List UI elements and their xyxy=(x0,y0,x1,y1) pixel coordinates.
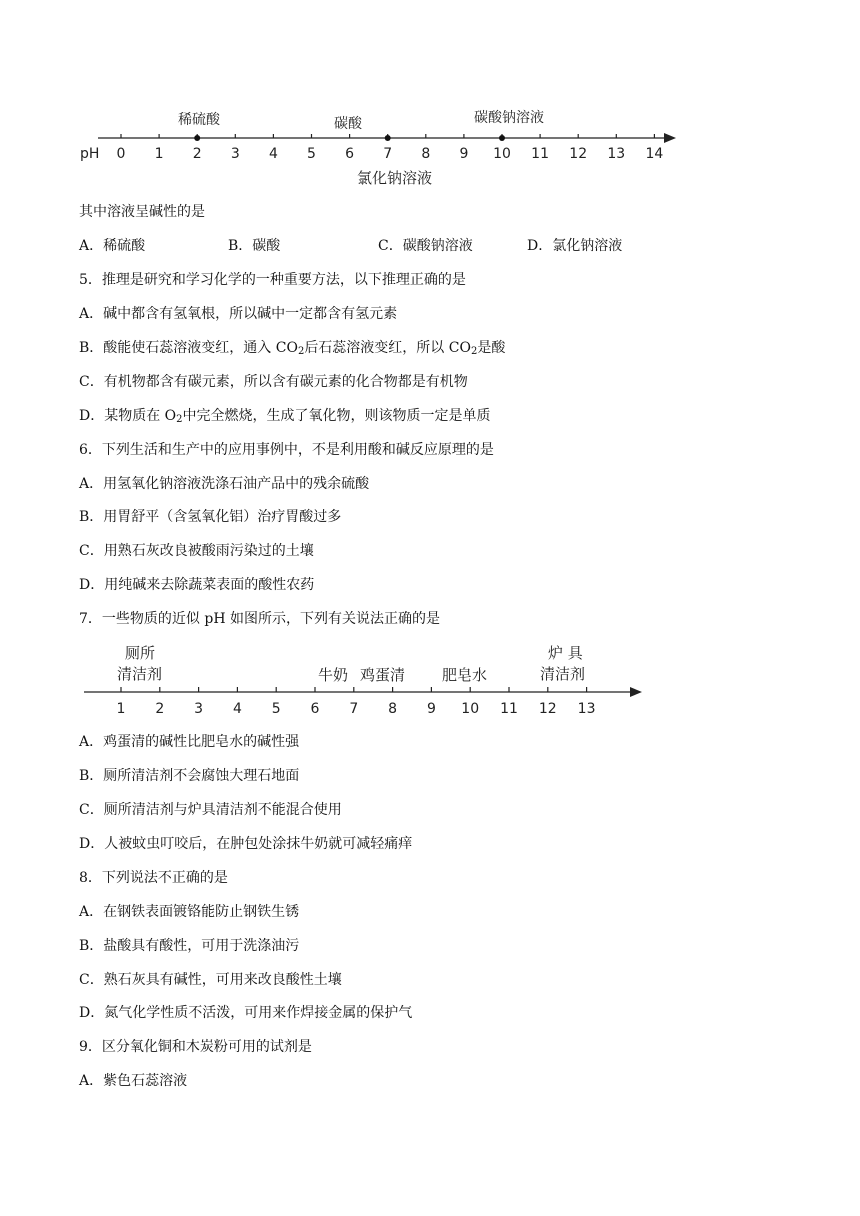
ph-tick-label: 11 xyxy=(531,146,550,162)
ph-tick-label: 5 xyxy=(307,146,316,162)
q7-option-b: B．厕所清洁剂不会腐蚀大理石地面 xyxy=(79,768,300,784)
ph-tick-label-2: 1 xyxy=(116,701,126,717)
q4-option-a: A．稀硫酸 xyxy=(79,238,146,254)
ph-tick-label: 12 xyxy=(569,146,588,162)
ph-tick-label-2: 10 xyxy=(461,701,480,717)
q5-stem: 5．推理是研究和学习化学的一种重要方法，以下推理正确的是 xyxy=(79,272,466,288)
ph-scale-2 xyxy=(0,632,860,732)
q5-option-b: B．酸能使石蕊溶液变红，通入 $CO_2$后石蕊溶液变红，所以 $CO_2$是酸 xyxy=(79,340,506,357)
q9-stem: 9．区分氧化铜和木炭粉可用的试剂是 xyxy=(79,1039,312,1055)
label-toilet-cleaner-2: 清洁剂 xyxy=(117,665,163,683)
q6-option-c: C．用熟石灰改良被酸雨污染过的土壤 xyxy=(79,543,314,559)
q7-option-a: A．鸡蛋清的碱性比肥皂水的碱性强 xyxy=(79,734,300,750)
ph-tick-label: 4 xyxy=(268,146,278,162)
q6-option-d: D．用纯碱来去除蔬菜表面的酸性农药 xyxy=(79,577,315,593)
ph-tick-label: 10 xyxy=(493,146,511,162)
ph-tick-label: 0 xyxy=(116,146,126,162)
ph-tick-label: 14 xyxy=(645,146,664,162)
q5-option-a: A．碱中都含有氢氧根，所以碱中一定都含有氢元素 xyxy=(79,306,398,322)
q4-option-d: D．氯化钠溶液 xyxy=(527,238,623,254)
q4-stem: 其中溶液呈碱性的是 xyxy=(79,204,205,220)
q8-option-b: B．盐酸具有酸性，可用于洗涤油污 xyxy=(79,938,300,954)
ph-tick-label-2: 12 xyxy=(538,701,557,717)
q5-option-d: D．某物质在 $O_2$中完全燃烧，生成了氧化物，则该物质一定是单质 xyxy=(79,408,491,425)
ph-axis-arrow-2 xyxy=(630,687,642,697)
label-carbonic-acid: 碳酸 xyxy=(334,116,362,132)
label-egg-white: 鸡蛋清 xyxy=(360,666,406,684)
q8-stem: 8．下列说法不正确的是 xyxy=(79,870,228,886)
q4-option-b: B．碳酸 xyxy=(228,238,281,254)
ph-axis-label: pH xyxy=(80,146,100,162)
ph-tick-label: 3 xyxy=(230,146,240,162)
ph-tick-label-2: 4 xyxy=(232,701,242,717)
q6-stem: 6．下列生活和生产中的应用事例中，不是利用酸和碱反应原理的是 xyxy=(79,442,494,458)
label-dilute-sulfuric-acid: 稀硫酸 xyxy=(178,112,220,128)
label-milk: 牛奶 xyxy=(318,666,349,684)
label-stove-cleaner-2: 清洁剂 xyxy=(540,665,586,683)
q5-option-c: C．有机物都含有碳元素，所以含有碳元素的化合物都是有机物 xyxy=(79,374,468,390)
ph-tick-label-2: 8 xyxy=(388,701,398,717)
ph-tick-label: 1 xyxy=(154,146,164,162)
q7-option-d: D．人被蚊虫叮咬后，在肿包处涂抹牛奶就可减轻痛痒 xyxy=(79,836,413,852)
q7-stem: 7．一些物质的近似 pH 如图所示，下列有关说法正确的是 xyxy=(79,611,440,627)
ph-tick-label: 8 xyxy=(421,146,431,162)
ph-point-marker xyxy=(194,135,200,141)
ph-tick-label: 2 xyxy=(192,146,202,162)
q6-option-a: A．用氢氧化钠溶液洗涤石油产品中的残余硫酸 xyxy=(79,476,370,492)
q6-option-b: B．用胃舒平（含氢氧化铝）治疗胃酸过多 xyxy=(79,509,342,525)
ph-tick-label-2: 6 xyxy=(310,701,320,717)
ph-tick-label: 13 xyxy=(607,146,626,162)
label-toilet-cleaner-1: 厕所 xyxy=(125,644,156,662)
label-sodium-carbonate-solution: 碳酸钠溶液 xyxy=(474,110,544,126)
q7-option-c: C．厕所清洁剂与炉具清洁剂不能混合使用 xyxy=(79,802,342,818)
q8-option-a: A．在钢铁表面镀铬能防止钢铁生锈 xyxy=(79,904,300,920)
label-sodium-chloride-solution: 氯化钠溶液 xyxy=(357,169,433,187)
ph-tick-label-2: 9 xyxy=(426,701,436,717)
label-soap-water: 肥皂水 xyxy=(442,666,488,684)
ph-tick-label: 9 xyxy=(459,146,469,162)
q8-option-c: C．熟石灰具有碱性，可用来改良酸性土壤 xyxy=(79,972,342,988)
ph-tick-label: 7 xyxy=(383,146,393,162)
ph-axis-arrow xyxy=(664,133,676,143)
label-stove-cleaner-1: 炉 具 xyxy=(548,644,583,662)
ph-tick-label-2: 5 xyxy=(271,701,281,717)
ph-tick-label-2: 13 xyxy=(577,701,596,717)
ph-tick-label-2: 3 xyxy=(194,701,204,717)
ph-tick-label-2: 2 xyxy=(155,701,165,717)
ph-tick-label-2: 11 xyxy=(500,701,518,717)
q8-option-d: D．氮气化学性质不活泼，可用来作焊接金属的保护气 xyxy=(79,1005,413,1021)
ph-tick-label: 6 xyxy=(345,146,355,162)
ph-tick-label-2: 7 xyxy=(349,701,359,717)
q9-option-a: A．紫色石蕊溶液 xyxy=(79,1073,188,1089)
ph-point-marker xyxy=(385,135,391,141)
ph-point-marker xyxy=(499,135,505,141)
ph-scale-1 xyxy=(0,0,860,200)
q4-option-c: C．碳酸钠溶液 xyxy=(378,238,473,254)
